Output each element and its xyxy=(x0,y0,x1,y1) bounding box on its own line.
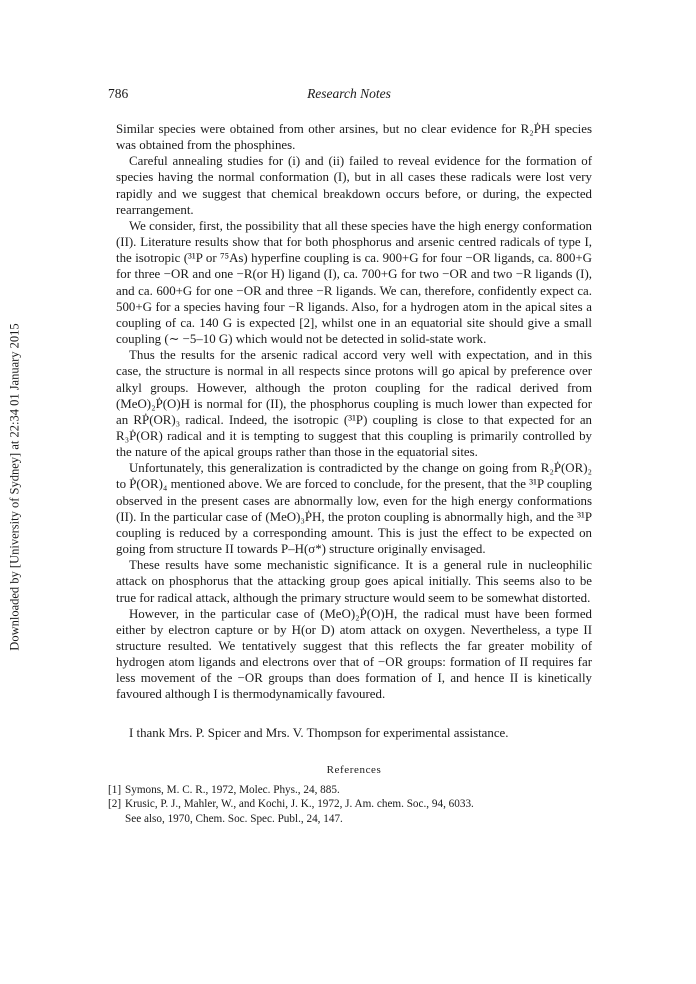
download-notice: Downloaded by [University of Sydney] at 22:34 01 January 2015 xyxy=(7,323,22,651)
paragraph: Similar species were obtained from other arsines, but no clear evidence for R₂ṖH species was obtained from the phosphines. xyxy=(116,122,592,153)
paragraph: However, in the particular case of (MeO)₂Ṗ(O)H, the radical must have been formed either by electron capture or by H(or D) atom attack on oxygen. Nevertheless, a type II structure resulted. We tentatively suggest that this reflects the far greater mobility of hydrogen atom ligands and electrons over that of −OR groups: formation of II requires far less movement of the −OR groups than does formation of I, and hence II is kinetically favoured although I is thermodynamically favoured. xyxy=(116,606,592,702)
reference-list xyxy=(108,783,592,827)
references-heading: References xyxy=(326,763,382,776)
acknowledgement: I thank Mrs. P. Spicer and Mrs. V. Thompson for experimental assistance. xyxy=(129,725,509,740)
paragraph: Thus the results for the arsenic radical accord very well with expectation, and in this case, the structure is normal in all respects since protons will go apical by preference over alkyl groups. However, although the proton coupling for the radical derived from (MeO)₂Ṗ(O)H is normal for (II), the phosphorus coupling is much lower than expected for an RṖ(OR)₃ radical. Indeed, the isotropic (³¹P) coupling is close to that expected for an R₃Ṗ(OR) radical and it is tempting to suggest that this coupling is primarily controlled by the nature of the apical groups rather than those in the equatorial sites. xyxy=(116,348,592,460)
paragraph: We consider, first, the possibility that all these species have the high energy conformation (II). Literature results show that for both phosphorus and arsenic centred radicals of type I, the isotropic (³¹P or ⁷⁵As) hyperfine coupling is ca. 900+G for four −OR ligands, ca. 800+G for three −OR and one −R(or H) ligand (I), ca. 700+G for two −OR and two −R ligands (I), and ca. 600+G for one −OR and three −R ligands. We can, therefore, confidently expect ca. 500+G for a species having four −R ligands. Also, for a hydrogen atom in the apical sites a coupling of ca. 140 G is expected [2], whilst one in an equatorial site should give a small coupling (∼ −5–10 G) which would not be detected in solid-state work. xyxy=(116,218,592,347)
paragraph: Careful annealing studies for (i) and (ii) failed to reveal evidence for the formation of species having the normal conformation (I), but in all cases these radicals were lost very rapidly and we suggest that chemical breakdown occurs before, or during, the expected rearrangement. xyxy=(116,154,592,217)
reference-number: [2] xyxy=(108,798,122,811)
article-body xyxy=(108,121,592,827)
paragraph: These results have some mechanistic significance. It is a general rule in nucleophilic attack on phosphorus that the attacking group goes apical initially. This seems also to be true for radical attack, although the primary structure would seem to be somewhat distorted. xyxy=(116,558,592,605)
page-header xyxy=(108,86,590,106)
reference-continuation: See also, 1970, Chem. Soc. Spec. Publ., 24, 147. xyxy=(125,813,343,826)
running-head: Research Notes xyxy=(307,86,391,101)
paragraph: Unfortunately, this generalization is contradicted by the change on going from R₂Ṗ(OR)₂ to Ṗ(OR)₄ mentioned above. We are forced to conclude, for the present, that the ³¹P coupling observed in the present cases are abnormally low, even for the high energy conformations (II). In the particular case of (MeO)₃ṖH, the proton coupling is abnormally high, and the ³¹P coupling is reduced by a corresponding amount. This is just the effect to be expected on going from structure II towards P–H(σ*) structure originally envisaged. xyxy=(116,461,592,557)
reference-text: Symons, M. C. R., 1972, Molec. Phys., 24, 885. xyxy=(125,783,340,796)
download-notice-margin xyxy=(6,300,24,675)
reference-item xyxy=(108,797,592,812)
reference-item xyxy=(108,783,592,798)
reference-text: Krusic, P. J., Mahler, W., and Kochi, J. K., 1972, J. Am. chem. Soc., 94, 6033. xyxy=(125,798,474,811)
page-number: 786 xyxy=(108,86,129,101)
reference-number: [1] xyxy=(108,783,122,796)
